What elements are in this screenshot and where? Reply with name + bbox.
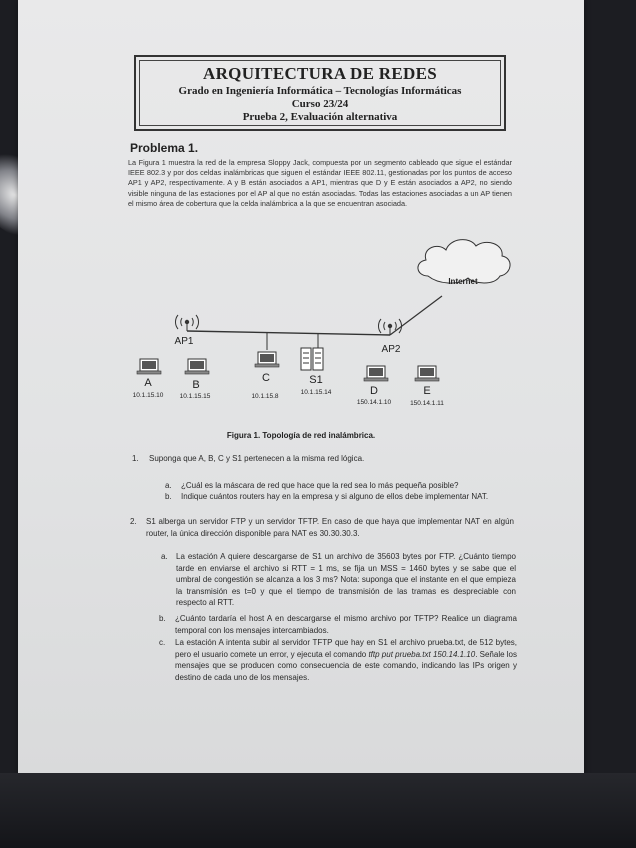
ap2-internet-link [390, 296, 442, 335]
node-e-name: E [423, 385, 431, 397]
server-s1-icon [301, 348, 323, 370]
q1b-label: b. [165, 492, 172, 501]
laptop-e-icon [415, 366, 439, 381]
q2c-text-post: . Señale los mensajes que se producen como consecuencia de este comando, indicando las IPs origen y destino de cada uno de los mensajes. [175, 649, 518, 682]
internet-cloud [418, 240, 510, 286]
q2c-text [175, 637, 517, 683]
problem-intro: La Figura 1 muestra la red de la empresa Sloppy Jack, compuesta por un segmento cableado que sigue el estándar IEEE 802.3 y por dos celdas inalámbricas que siguen el estándar IEEE 802.11, gestionadas por los puntos de acceso AP1 y AP2, respectivamente. A y B están asociados a AP1, mientras que D y E están asociados a AP2, no siendo visible ninguna de las estaciones por el AP al que no están asociadas. Todas las estaciones asociadas a un AP tienen el mismo área de cobertura que la celda inalámbrica a la que se encuentran asociada. [128, 158, 512, 208]
q1b-text: Indique cuántos routers hay en la empresa y si alguno de ellos debe implementar NAT. [181, 492, 489, 501]
ap2-label: AP2 [381, 344, 401, 355]
problem-title: Problema 1. [130, 141, 199, 155]
laptop-a-icon [137, 359, 161, 374]
q2c-command: tftp put prueba.txt 150.14.1.10 [368, 649, 476, 659]
node-d-name: D [370, 385, 378, 397]
node-a-name: A [144, 377, 152, 389]
backbone-link [187, 331, 390, 335]
q2a-text: La estación A quiere descargarse de S1 un archivo de 35603 bytes por FTP. ¿Cuánto tiempo tarde en enviarse el archivo si RTT = 1 ms, se fija un MSS = 1460 bytes y se sabe que el umbral de congestión se alcanza a los 3 ms? Nota: suponga que el instante en el que empieza la transmisión es t=0 y que el tiempo de transmisión de las tramas es despreciable con respecto al RTT. [176, 552, 516, 607]
table-surface [0, 773, 636, 848]
node-s1-ip: 10.1.15.14 [300, 389, 332, 396]
exam-title: ARQUITECTURA DE REDES [203, 64, 437, 83]
laptop-d-icon [364, 366, 388, 381]
node-c-name: C [262, 372, 270, 384]
laptop-b-icon [185, 359, 209, 374]
node-b-name: B [192, 379, 200, 391]
node-a-ip: 10.1.15.10 [132, 392, 164, 399]
laptop-c-icon [255, 352, 279, 367]
node-d-ip: 150.14.1.10 [356, 399, 392, 406]
node-b-ip: 10.1.15.15 [179, 393, 211, 400]
q2b-text: ¿Cuánto tardaría el host A en descargarse el mismo archivo por TFTP? Realice un diagrama temporal con los mensajes intercambiados. [175, 614, 517, 635]
test-line: Prueba 2, Evaluación alternativa [242, 111, 398, 123]
q2c-label: c. [159, 638, 166, 647]
q2-text: S1 alberga un servidor FTP y un servidor TFTP. En caso de que haya que implementar NAT en algún router, la única dirección disponible para NAT es 30.30.30.3. [146, 517, 514, 538]
q1-number: 1. [132, 454, 139, 463]
q1a-text: ¿Cuál es la máscara de red que hace que la red sea lo más pequeña posible? [181, 481, 459, 490]
degree-line: Grado en Ingeniería Informática – Tecnologías Informáticas [178, 85, 462, 97]
q1a-label: a. [165, 481, 172, 490]
q2b-label: b. [159, 614, 166, 623]
ap1-label: AP1 [174, 336, 194, 347]
q1-text: Suponga que A, B, C y S1 pertenecen a la misma red lógica. [149, 454, 365, 463]
figure-caption: Figura 1. Topología de red inalámbrica. [226, 431, 376, 440]
node-s1-name: S1 [309, 374, 323, 386]
exam-page [18, 0, 584, 775]
node-c-ip: 10.1.15.8 [251, 393, 279, 400]
q2a-label: a. [161, 552, 168, 561]
node-e-ip: 150.14.1.11 [410, 400, 444, 407]
ap1-icon [175, 315, 198, 331]
network-diagram [18, 0, 584, 430]
q2c-text-pre: La estación A intenta subir al servidor TFTP que hay en S1 el archivo prueba.txt, de 512 bytes, pero el usuario comete un error, y ejecuta el comando [175, 638, 517, 659]
ap2-icon [378, 319, 401, 335]
cloud-label: Internet [448, 277, 478, 286]
course-line: Curso 23/24 [291, 98, 349, 110]
q2-number: 2. [130, 517, 137, 526]
